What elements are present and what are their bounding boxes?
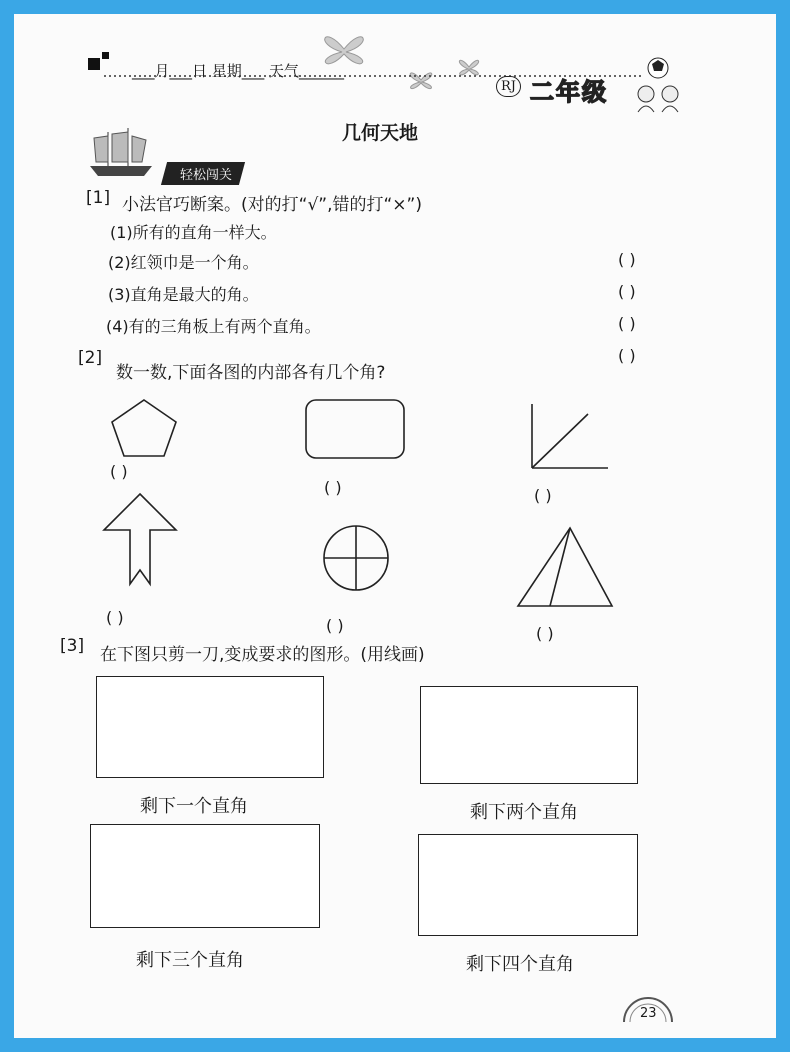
q3-prompt: 在下图只剪一刀,变成要求的图形。(用线画) xyxy=(100,645,425,665)
cut-rectangle-4[interactable] xyxy=(418,834,638,936)
caption-one-right-angle: 剩下一个直角 xyxy=(140,796,248,817)
arrow-shape xyxy=(100,490,180,590)
angle-shape xyxy=(522,400,622,476)
edition-label: RJ xyxy=(496,76,521,97)
worksheet-page xyxy=(14,14,776,1038)
answer-blank[interactable]: ( ) xyxy=(618,282,636,301)
caption-three-right-angles: 剩下三个直角 xyxy=(136,950,244,971)
q3-number: [3] xyxy=(60,636,85,656)
cut-rectangle-2[interactable] xyxy=(420,686,638,784)
pentagon-shape xyxy=(104,394,184,464)
date-weather-line: ___月___日 星期___ 天气______ xyxy=(132,62,345,80)
section-badge: 轻松闯关 xyxy=(161,162,245,185)
answer-blank[interactable]: ( ) xyxy=(534,486,552,505)
answer-blank[interactable]: ( ) xyxy=(618,346,636,365)
answer-blank[interactable]: ( ) xyxy=(618,250,636,269)
q1-item-3: (3)直角是最大的角。 xyxy=(108,285,259,304)
answer-blank[interactable]: ( ) xyxy=(324,478,342,497)
butterfly-icon xyxy=(404,66,438,94)
header-squares-icon xyxy=(88,52,128,72)
caption-two-right-angles: 剩下两个直角 xyxy=(470,802,578,823)
cut-rectangle-3[interactable] xyxy=(90,824,320,928)
kids-soccer-icon xyxy=(632,54,692,114)
answer-blank[interactable]: ( ) xyxy=(618,314,636,333)
grade-label: 二年级 xyxy=(530,78,608,106)
rounded-rectangle-shape xyxy=(300,394,410,464)
q1-item-2: (2)红领巾是一个角。 xyxy=(108,253,259,272)
page-title: 几何天地 xyxy=(342,122,419,144)
page-number: 23 xyxy=(640,1006,657,1021)
cut-rectangle-1[interactable] xyxy=(96,676,324,778)
q1-item-1: (1)所有的直角一样大。 xyxy=(110,223,277,242)
q2-number: [2] xyxy=(78,348,103,368)
caption-four-right-angles: 剩下四个直角 xyxy=(466,954,574,975)
q2-prompt: 数一数,下面各图的内部各有几个角? xyxy=(116,363,386,383)
divided-circle-shape xyxy=(318,520,398,600)
butterfly-icon xyxy=(314,24,374,74)
ship-icon xyxy=(86,126,156,180)
answer-blank[interactable]: ( ) xyxy=(106,608,124,627)
q1-number: [1] xyxy=(86,188,111,208)
answer-blank[interactable]: ( ) xyxy=(326,616,344,635)
triangle-shape xyxy=(512,522,622,612)
answer-blank[interactable]: ( ) xyxy=(536,624,554,643)
q1-prompt: 小法官巧断案。(对的打“√”,错的打“×”) xyxy=(122,195,422,215)
q1-item-4: (4)有的三角板上有两个直角。 xyxy=(106,317,321,336)
answer-blank[interactable]: ( ) xyxy=(110,462,128,481)
